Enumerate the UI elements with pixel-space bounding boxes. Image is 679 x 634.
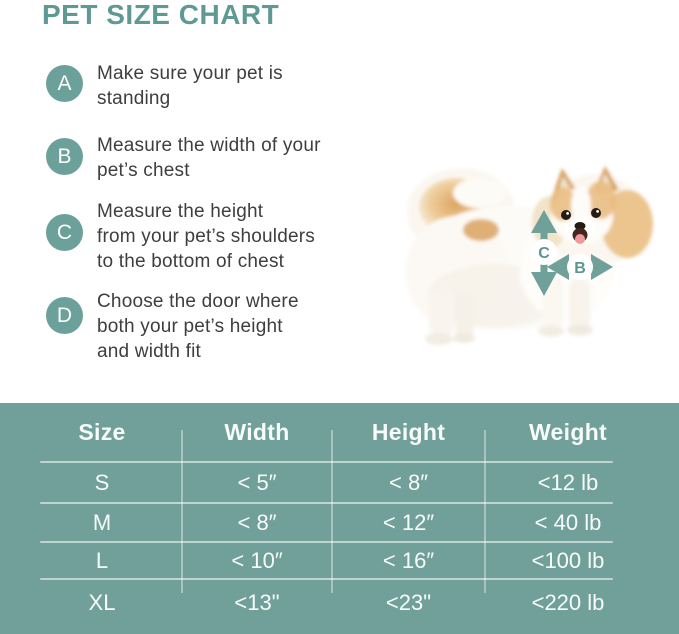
dog-eye-glint (566, 212, 569, 215)
dog-illustration (399, 160, 679, 360)
table-column-divider (181, 430, 183, 593)
table-row-divider (40, 541, 613, 543)
table-cell-weight-xl: <220 lb (531, 589, 605, 615)
dog-paw (567, 325, 593, 336)
dog-eye (591, 208, 601, 218)
table-cell-weight-l: <100 lb (531, 547, 605, 573)
dog-hind-leg (455, 293, 474, 338)
table-cell-weight-m: < 40 lb (534, 509, 602, 535)
step-badge-a-letter: A (57, 71, 72, 95)
column-header-size: Size (78, 419, 126, 445)
table-cell-height-l: < 16″ (382, 547, 435, 573)
dog-paw (425, 333, 453, 345)
step-b-line: pet’s chest (97, 160, 190, 181)
table-row-divider (40, 461, 613, 463)
step-d-line: both your pet’s height (97, 316, 283, 337)
step-badge-c-letter: C (56, 220, 73, 244)
step-badge-d-letter: D (56, 303, 73, 327)
table-column-divider (331, 430, 333, 593)
table-cell-width-m: < 8″ (237, 509, 277, 535)
step-d-line: Choose the door where (97, 291, 299, 312)
table-cell-size-l: L (95, 547, 109, 573)
table-cell-width-s: < 5″ (237, 469, 277, 495)
dog-measurement-figure (399, 160, 679, 360)
size-table (0, 403, 679, 634)
step-badge-b-letter: B (57, 144, 72, 168)
step-badge-b (46, 138, 83, 175)
dog-back-patch (463, 219, 499, 241)
column-header-width: Width (224, 419, 290, 445)
dog-hind-leg (429, 288, 453, 338)
step-d-line: and width fit (97, 341, 201, 362)
table-cell-height-xl: <23" (385, 589, 432, 615)
table-row-divider (40, 578, 613, 580)
table-row-divider (40, 502, 613, 504)
step-c-line: to the bottom of chest (97, 251, 285, 272)
dog-front-leg (569, 278, 590, 331)
step-a-line: Make sure your pet is (97, 63, 283, 84)
table-cell-size-m: M (92, 509, 112, 535)
step-badge-c (46, 214, 83, 251)
step-text-a (97, 61, 283, 111)
step-text-c (97, 199, 315, 274)
table-cell-height-s: < 8″ (389, 469, 428, 495)
height-arrow-label: C (538, 245, 550, 262)
table-cell-size-xl: XL (88, 589, 116, 615)
page-title: PET SIZE CHART (42, 0, 280, 30)
dog-paw (538, 326, 564, 337)
table-cell-width-xl: <13" (234, 589, 280, 615)
dog-eye (561, 210, 571, 220)
table-column-divider (484, 430, 486, 593)
step-badge-d (46, 297, 83, 334)
step-c-line: from your pet’s shoulders (97, 226, 315, 247)
step-badge-a (46, 65, 83, 102)
table-cell-width-l: < 10″ (231, 547, 283, 573)
dog-tongue (575, 234, 585, 244)
step-text-d (97, 289, 299, 364)
step-b-line: Measure the width of your (97, 135, 321, 156)
step-text-b (97, 133, 321, 183)
table-cell-weight-s: <12 lb (537, 469, 599, 495)
step-a-line: standing (97, 88, 171, 109)
table-cell-height-m: < 12″ (382, 509, 435, 535)
dog-body-group (405, 166, 653, 345)
column-header-weight: Weight (528, 419, 608, 445)
step-c-line: Measure the height (97, 201, 264, 222)
dog-tail-tip (453, 178, 505, 208)
dog-paw (453, 333, 475, 343)
column-header-height: Height (371, 419, 446, 445)
width-arrow-label: B (574, 260, 586, 277)
table-cell-size-s: S (94, 469, 110, 495)
dog-eye-glint (596, 210, 599, 213)
